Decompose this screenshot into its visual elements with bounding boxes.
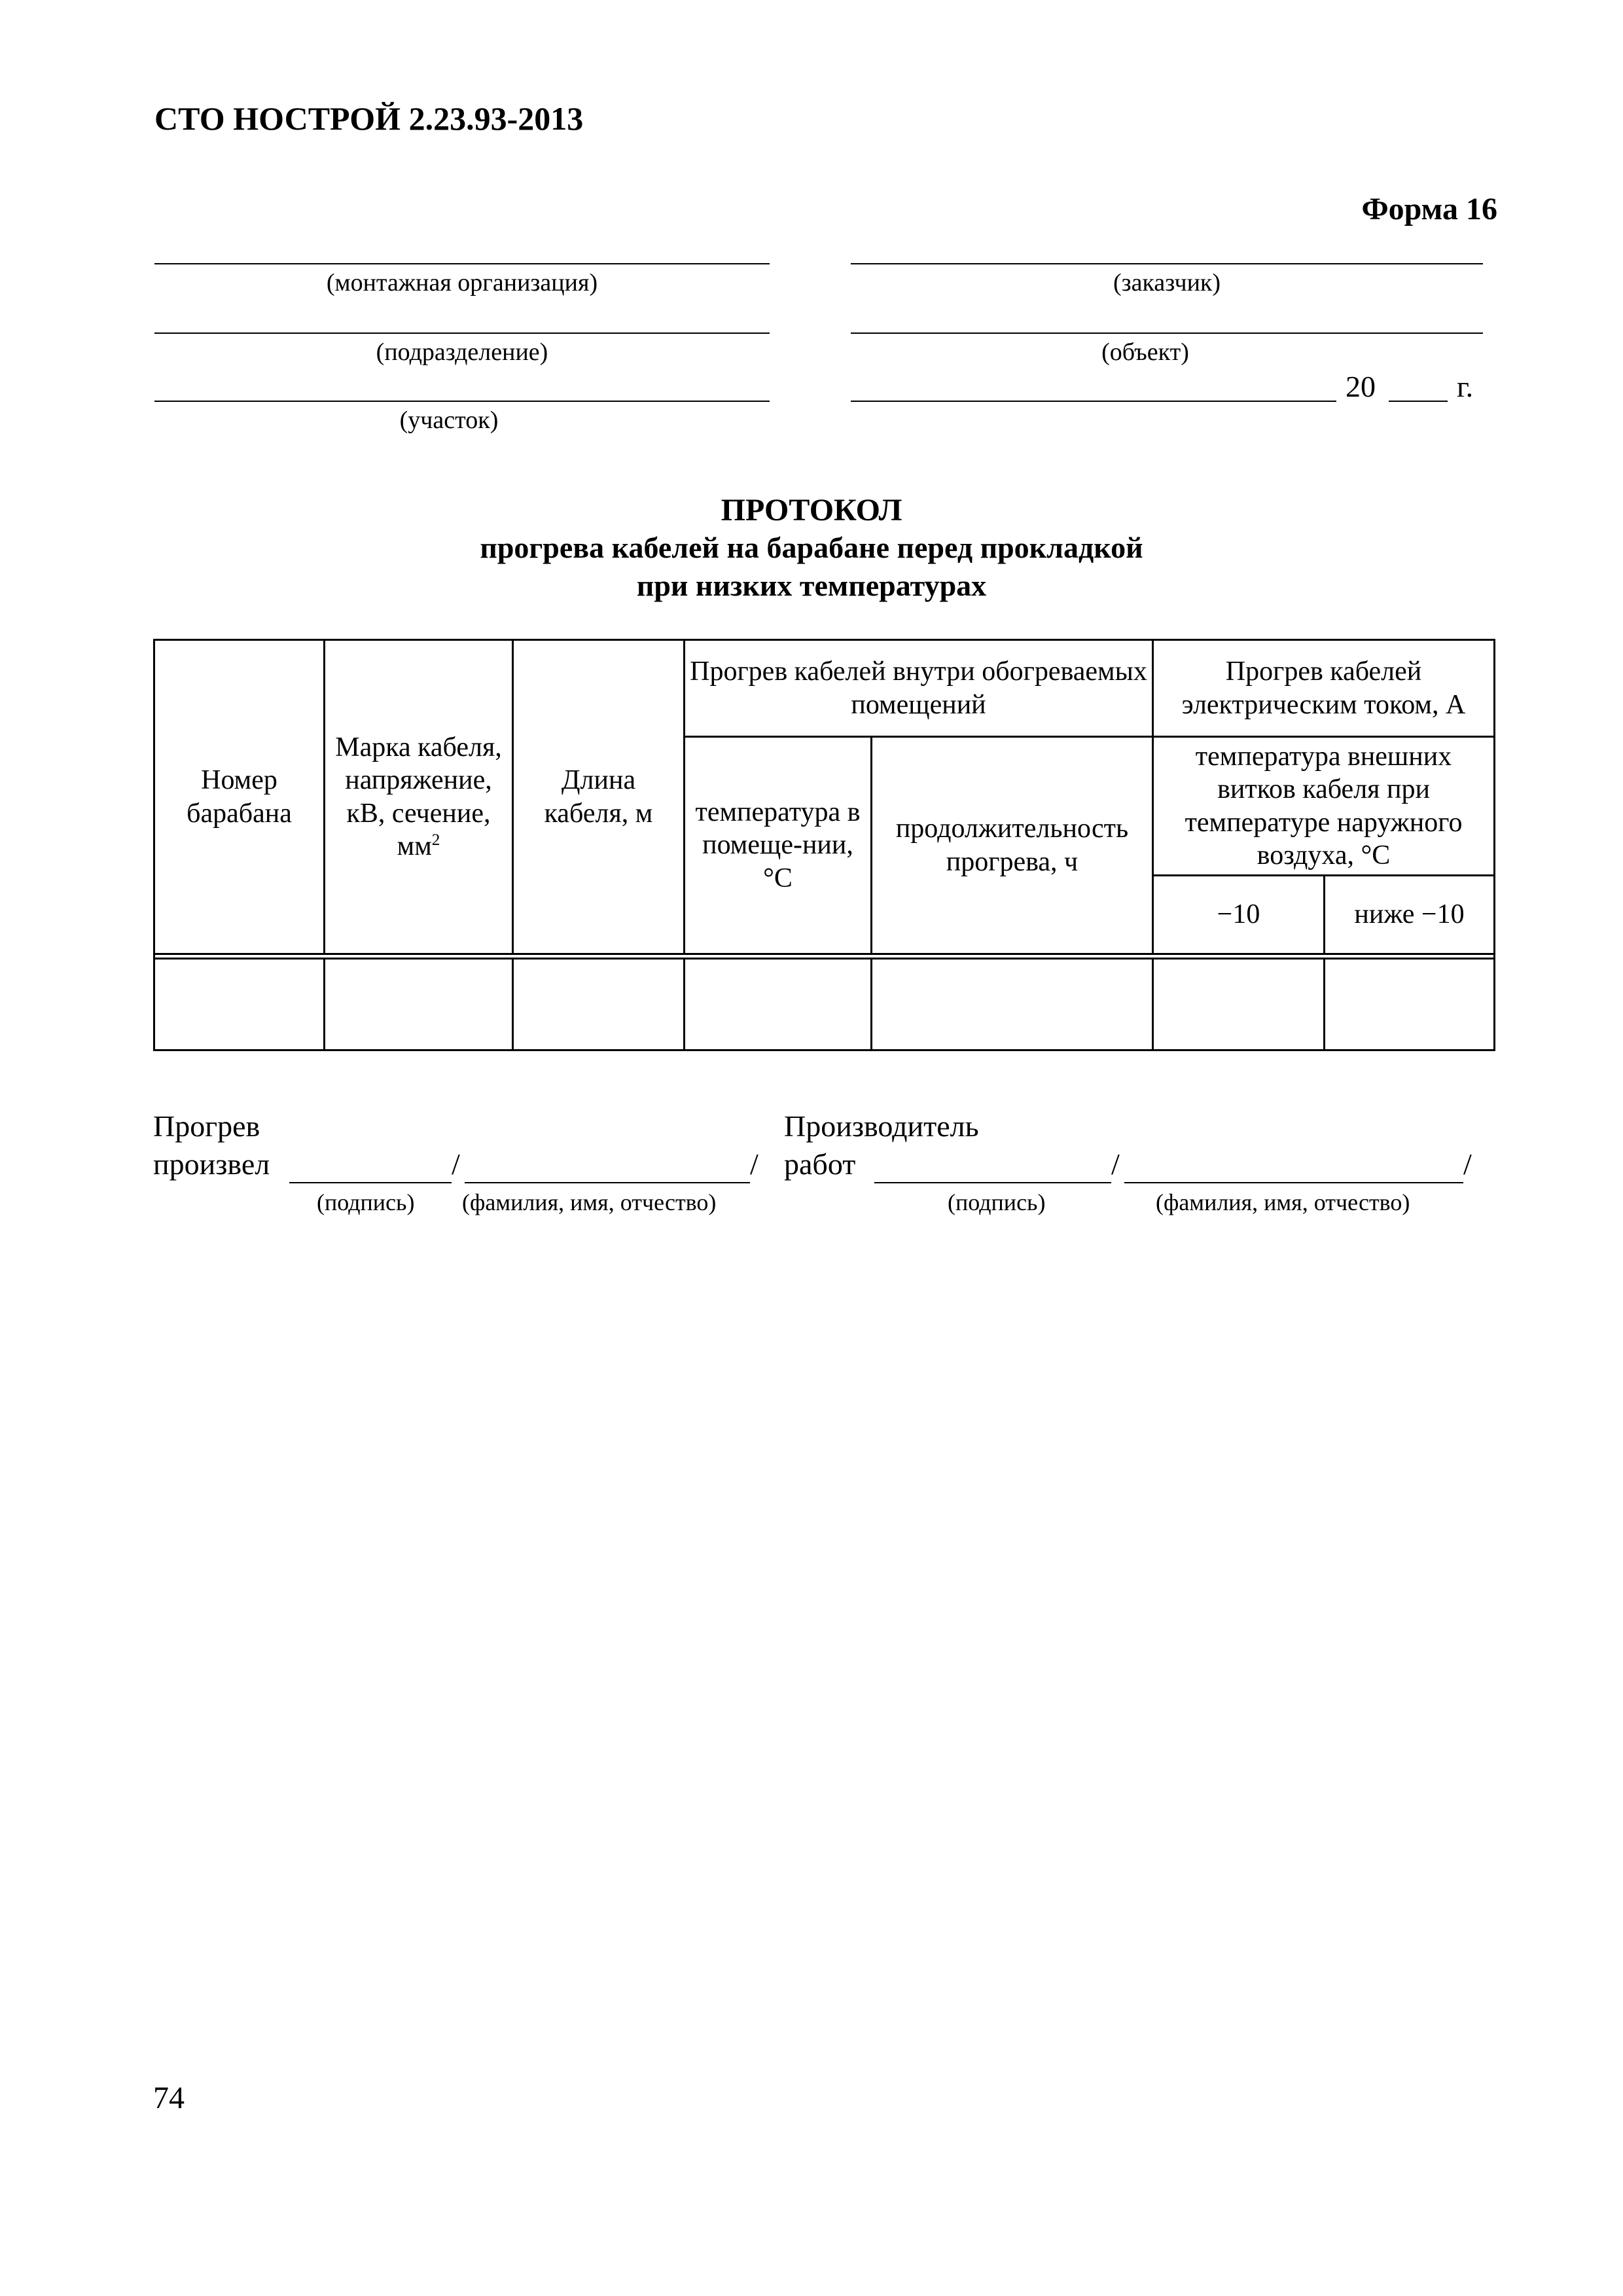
signature-left-label-1: Прогрев <box>153 1109 260 1143</box>
object-line[interactable] <box>851 332 1483 334</box>
signature-right-slash-2: / <box>1463 1147 1472 1181</box>
signature-left-sign-line[interactable] <box>289 1182 452 1183</box>
header-room-temperature: температура в помеще-нии, °С <box>685 737 872 954</box>
cell-cable-brand[interactable] <box>325 959 513 1050</box>
protocol-table <box>153 639 1495 1051</box>
signature-right-label-2: работ <box>784 1147 856 1181</box>
header-separator <box>154 954 1495 959</box>
header-heating-duration: продолжительность прогрева, ч <box>872 737 1153 954</box>
org-caption: (монтажная организация) <box>326 269 598 296</box>
protocol-subtitle-1: прогрева кабелей на барабане перед прокладкой <box>480 531 1143 564</box>
header-below-minus-10: ниже −10 <box>1325 876 1495 954</box>
signature-right-sign-line[interactable] <box>874 1182 1111 1183</box>
cell-minus-10[interactable] <box>1153 959 1325 1050</box>
protocol-subtitle-2: при низких температурах <box>636 569 987 602</box>
document-code: СТО НОСТРОЙ 2.23.93-2013 <box>154 100 584 137</box>
signature-left-name-caption: (фамилия, имя, отчество) <box>462 1189 717 1215</box>
division-line[interactable] <box>154 332 770 334</box>
signature-right-label-1: Производитель <box>784 1109 979 1143</box>
division-caption: (подразделение) <box>376 338 548 366</box>
protocol-title: ПРОТОКОЛ <box>721 493 902 528</box>
signature-right-sign-caption: (подпись) <box>948 1189 1046 1215</box>
customer-line[interactable] <box>851 263 1483 264</box>
org-line[interactable] <box>154 263 770 264</box>
header-outer-turns-temperature: температура внешних витков кабеля при температуре наружного воздуха, °С <box>1153 737 1495 876</box>
signature-left-name-line[interactable] <box>465 1182 750 1183</box>
object-caption: (объект) <box>1101 338 1189 366</box>
header-indoor-heating: Прогрев кабелей внутри обогреваемых помещений <box>685 640 1153 737</box>
header-cable-length: Длина кабеля, м <box>513 640 685 954</box>
date-year-prefix: 20 <box>1346 370 1376 403</box>
header-cable-brand: Марка кабеля, напряжение, кВ, сечение, $мм^2$ <box>325 640 513 954</box>
cell-heating-duration[interactable] <box>872 959 1153 1050</box>
signature-right-slash-1: / <box>1111 1147 1120 1181</box>
cell-cable-length[interactable] <box>513 959 685 1050</box>
form-number: Форма 16 <box>1361 192 1497 226</box>
header-drum-number: Номер барабана <box>154 640 325 954</box>
signature-left-sign-caption: (подпись) <box>317 1189 415 1215</box>
site-caption: (участок) <box>399 406 499 434</box>
customer-caption: (заказчик) <box>1113 269 1221 296</box>
signature-left-label-2: произвел <box>153 1147 270 1181</box>
table-row <box>154 959 1495 1050</box>
signature-left-slash-1: / <box>452 1147 460 1181</box>
signature-right-name-line[interactable] <box>1124 1182 1463 1183</box>
signature-left-slash-2: / <box>750 1147 758 1181</box>
header-minus-10: −10 <box>1153 876 1325 954</box>
date-year-suffix: г. <box>1457 370 1474 403</box>
date-year-line[interactable] <box>1389 401 1448 402</box>
cell-drum-number[interactable] <box>154 959 325 1050</box>
site-line[interactable] <box>154 401 770 402</box>
header-current-heating: Прогрев кабелей электрическим током, А <box>1153 640 1495 737</box>
cell-below-minus-10[interactable] <box>1325 959 1495 1050</box>
signature-right-name-caption: (фамилия, имя, отчество) <box>1156 1189 1410 1215</box>
page-number: 74 <box>153 2081 185 2115</box>
date-line[interactable] <box>851 401 1336 402</box>
cell-room-temperature[interactable] <box>685 959 872 1050</box>
